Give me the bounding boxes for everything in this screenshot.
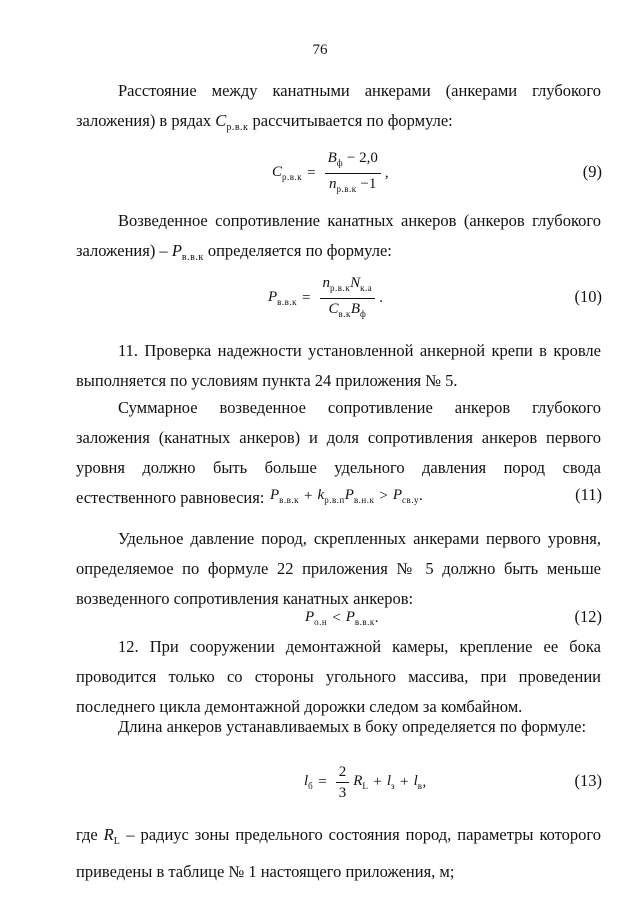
where-lead: где — [76, 825, 98, 844]
paragraph-specific-pressure: Удельное давление пород, скрепленных анкерами первого уровня, определяемое по формуле 22 приложения № 5 должно быть меньше возведенного сопротивления канатных анкеров: — [76, 529, 601, 608]
equation-number: (11) — [575, 485, 602, 504]
term-p-vvk: $P_{в.в.к}$ — [345, 609, 375, 627]
fraction — [320, 274, 376, 323]
formula-11 — [0, 466, 640, 526]
fraction-numerator: $n_{р.в.к}N_{к.а}$ — [320, 274, 376, 299]
formula-end: , — [422, 773, 427, 790]
formula-13 — [0, 752, 640, 812]
fraction-numerator: 2 — [336, 763, 350, 783]
term-p-vnk: $P_{в.н.к}$ — [344, 487, 375, 505]
formula-10 — [0, 268, 640, 328]
fraction-denominator: 3 — [338, 784, 347, 801]
equals-sign: = — [307, 164, 316, 181]
equation-number: (12) — [574, 607, 602, 626]
term-p-on: $P_{о.н}$ — [305, 609, 328, 627]
fraction-denominator: $n_{р.в.к} -1$ — [329, 175, 377, 194]
paragraph-anchor-length: Длина анкеров устанавливаемых в боку определяется по формуле: — [118, 717, 587, 736]
plus-sign: + — [373, 773, 382, 790]
formula-end: . — [374, 609, 379, 626]
equals-sign: = — [302, 289, 311, 306]
equation-number: (10) — [574, 287, 602, 306]
formula-lhs: $C_{р.в.к}$ — [272, 164, 303, 182]
paragraph-text: Возведенное сопротивление канатных анкеров (анкеров глубокого заложения) – — [76, 211, 601, 260]
less-than-sign: < — [332, 609, 341, 626]
paragraph-total-resistance: Суммарное возведенное сопротивление анкеров глубокого заложения (канатных анкеров) и доля сопротивления анкеров первого уровня должно быть больше удельного давления пород свода естественного равновесия: — [76, 398, 601, 507]
paragraph-anchor-spacing — [76, 76, 601, 143]
fraction-numerator: $B_ф - 2,0$ — [325, 149, 381, 174]
term-p-vvk: $P_{в.в.к}$ — [270, 487, 300, 505]
symbol-p-vvk: $P_{в.в.к}$ — [171, 241, 204, 263]
paragraph-where-rl — [76, 820, 601, 887]
paragraph-tail: определяется по формуле: — [207, 241, 392, 260]
paragraph-text: Расстояние между канатными анкерами (анкерами глубокого заложения) в рядах — [76, 81, 601, 130]
term-p-svu: $P_{св.у}$ — [392, 487, 420, 505]
equation-number: (9) — [582, 162, 602, 181]
formula-end: . — [419, 487, 423, 504]
formula-end: . — [379, 289, 384, 306]
greater-than-sign: > — [379, 487, 388, 504]
term-k-rvp: $k_{р.в.п}$ — [317, 487, 345, 505]
paragraph-resistance — [76, 206, 601, 273]
equals-sign: = — [318, 773, 327, 790]
paragraph-tail: рассчитывается по формуле: — [252, 111, 453, 130]
page-number: 76 — [312, 42, 328, 58]
formula-9 — [0, 143, 640, 203]
term-l-z: $l_з$ — [386, 773, 396, 791]
equation-number: (13) — [574, 771, 602, 790]
paragraph-item-11: 11. Проверка надежности установленной анкерной крепи в кровле выполняется по условиям пункта 24 приложения № 5. — [76, 341, 601, 390]
paragraph-text: – радиус зоны предельного состояния пород, параметры которого приведены в таблице № 1 настоящего приложения, м; — [76, 825, 602, 881]
fraction-denominator: $C_{в.к}B_ф$ — [328, 300, 367, 319]
formula-lhs: $l_б$ — [304, 773, 314, 791]
term-r-l: $R_L$ — [353, 773, 369, 791]
symbol-c-rvk: $C_{р.в.к}$ — [215, 111, 249, 133]
fraction — [325, 149, 381, 198]
term-l-v: $l_в$ — [413, 773, 423, 791]
plus-sign: + — [304, 487, 313, 504]
plus-sign: + — [400, 773, 409, 790]
formula-end: , — [384, 164, 389, 181]
fraction-two-thirds — [336, 763, 350, 802]
paragraph-item-12: 12. При сооружении демонтажной камеры, крепление ее бока проводится только со стороны угольного массива, при проведении последнего цикла демонтажной дорожки следом за комбайном. — [76, 637, 601, 716]
formula-lhs: $P_{в.в.к}$ — [268, 289, 298, 307]
symbol-r-l: $R_L$ — [103, 825, 121, 847]
